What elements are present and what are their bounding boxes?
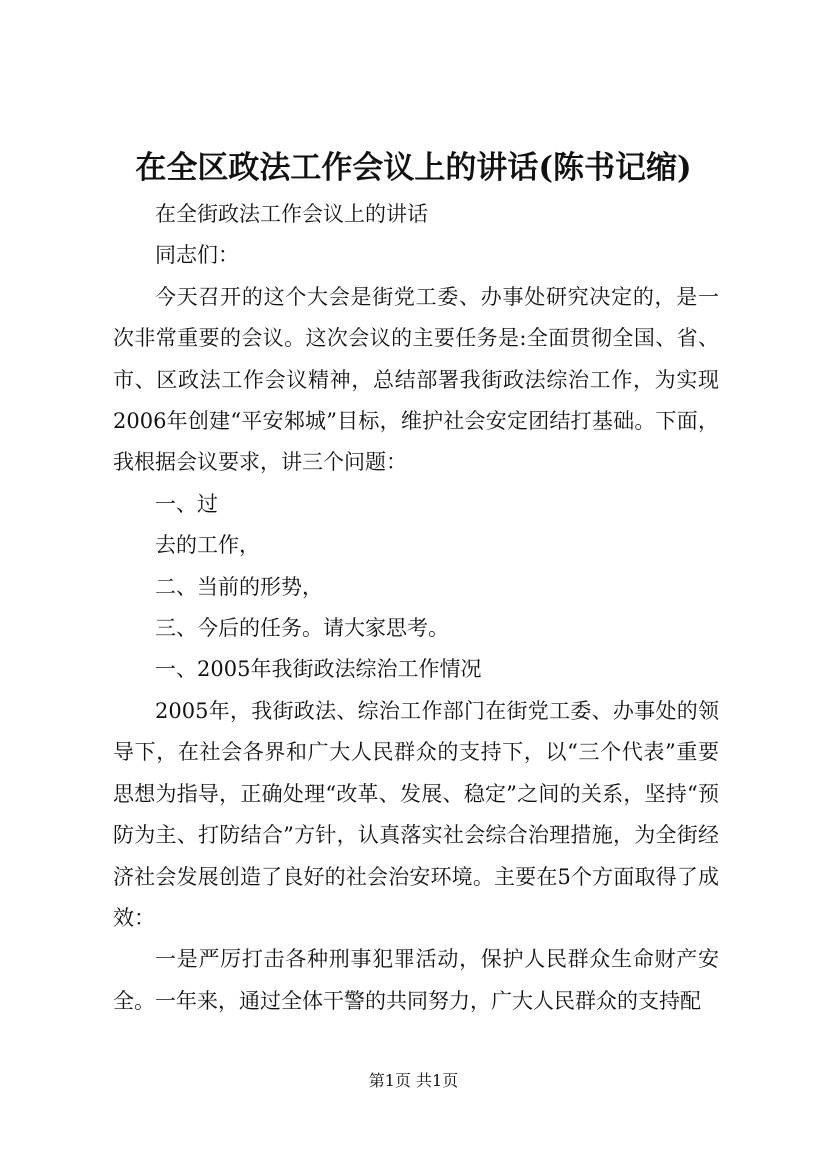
paragraph-item-2: 二、当前的形势， <box>155 574 323 599</box>
paragraph-summary: 2005年，我街政法、综治工作部门在街党工委、办事处的领导下，在社会各界和广大人民群众的支持下，以“三个代表”重要思想为指导，正确处理“改革、发展、稳定”之间的关系，坚持“预防为主、打防结合”方针，认真落实社会综合治理措施，为全街经济社会发展创造了良好的社会治安环境。主要在5个方面取得了成效： <box>113 698 719 930</box>
paragraph-item-1a: 一、过 <box>155 491 218 516</box>
paragraph-item-1b: 去的工作， <box>155 533 260 558</box>
paragraph-intro: 今天召开的这个大会是街党工委、办事处研究决定的，是一次非常重要的会议。这次会议的主要任务是:全面贯彻全国、省、市、区政法工作会议精神，总结部署我街政法综治工作，为实现2006年创建“平安邾城”目标，维护社会安定团结打基础。下面，我根据会议要求，讲三个问题： <box>113 284 719 475</box>
paragraph-item-3: 三、今后的任务。请大家思考。 <box>155 616 449 641</box>
paragraph-salutation: 同志们： <box>155 243 239 268</box>
page-footer: 第1页 共1页 <box>368 1071 459 1090</box>
section-heading: 一、2005年我街政法综治工作情况 <box>155 657 482 682</box>
document-title: 在全区政法工作会议上的讲话(陈书记缩) <box>135 150 692 186</box>
paragraph-subtitle: 在全街政法工作会议上的讲话 <box>155 202 428 226</box>
paragraph-point-1: 一是严厉打击各种刑事犯罪活动，保护人民群众生命财产安全。一年来，通过全体干警的共同努力，广大人民群众的支持配 <box>113 947 719 1013</box>
document-body <box>113 194 719 1022</box>
